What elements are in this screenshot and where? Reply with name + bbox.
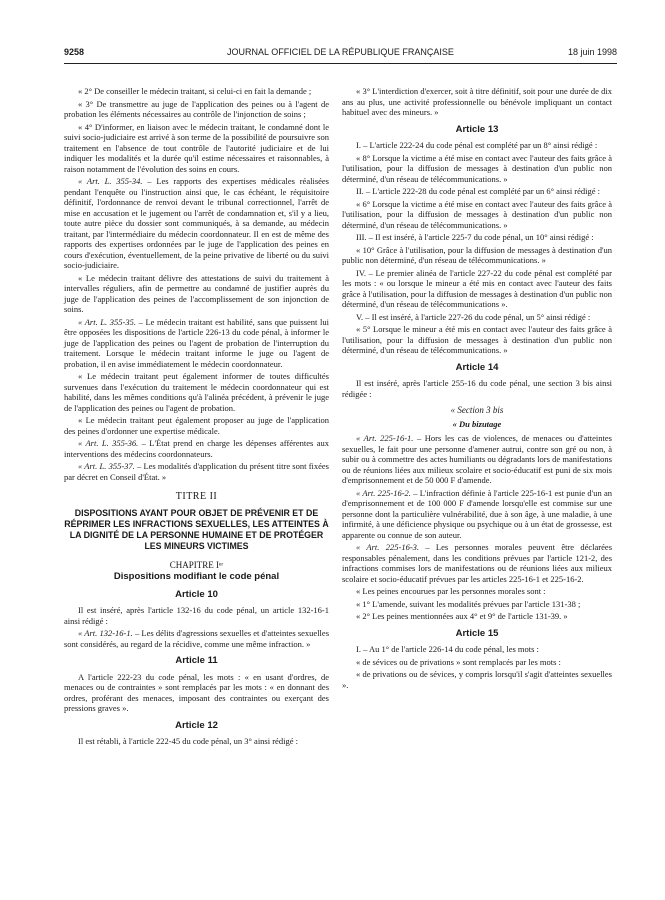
paragraph: Il est rétabli, à l'article 222-45 du code pénal, un 3° ainsi rédigé : [78,736,298,746]
paragraph: « Le médecin traitant délivre des attestations de suivi du traitement à intervalles réguliers, afin de permettre au condamné de justifier auprès du juge de l'application des peines de l'accomplissement de son injonction de soins. [64,272,329,314]
paragraph: « Art. 225-16-2. – L'infraction définie à l'article 225-16-1 est punie d'un an d'emprisonnement et de 100 000 F d'amende lorsqu'elle est commise sur une personne dont la particulière vulnérabilité, due à son âge, à une maladie, à une infirmité, à une déficience physique ou psychique ou à un état de grossesse, est apparente ou connue de son auteur. [342,487,612,540]
paragraph: Il est inséré, après l'article 255-16 du code pénal, une section 3 bis ainsi rédigée : [342,378,612,399]
paragraph: III. – Il est inséré, à l'article 225-7 du code pénal, un 10° ainsi rédigé : [356,232,594,242]
paragraph: « 2° Les peines mentionnées aux 4° et 9° de l'article 131-39. » [356,611,568,621]
paragraph: « 10° Grâce à l'utilisation, pour la diffusion de messages à destination d'un public non déterminé, d'un réseau de télécommunications. » [342,244,612,265]
paragraph: « Art. L. 355-37. – Les modalités d'application du présent titre sont fixées par décret en Conseil d'État. » [64,461,329,482]
section-subheading: « Du bizutage [452,418,502,429]
article-heading: Article 13 [455,123,499,135]
paragraph: « Art. 225-16-3. – Les personnes morales peuvent être déclarées responsables pénalement, dans les conditions prévues par l'article 121-2, des infractions commises lors de manifestations ou de réunions liées aux milieux scolaire et socio-éducatif prévues par les articles 225-16-1 et 225-16-2. [342,542,612,584]
article-heading: Article 11 [175,655,218,666]
paragraph: II. – L'article 222-28 du code pénal est complété par un 6° ainsi rédigé : [356,186,601,196]
article-heading: Article 10 [175,588,218,600]
article-heading: Article 15 [455,627,499,639]
article-ref: « Art. 225-16-2. [356,487,411,498]
paragraph: « 6° Lorsque la victime a été mise en contact avec l'auteur des faits grâce à l'utilisation, pour la diffusion de messages à destination d'un public non déterminé, d'un réseau de télécommunications. » [342,198,612,230]
paragraph: « 4° D'informer, en liaison avec le médecin traitant, le condamné dont le suivi socio-judiciaire est arrivé à son terme de la possibilité de poursuivre son traitement en l'absence de tout contrôle de l'autorité judiciaire et de lui indiquer les modalités et la durée qu'il estime nécessaires et raisonnables, à raison notamment de l'évolution des soins en cours. [64,121,329,174]
page-number: 9258 [64,47,85,57]
paragraph: « 8° Lorsque la victime a été mise en contact avec l'auteur des faits grâce à l'utilisation, pour la diffusion de messages à destination d'un public non déterminé, d'un réseau de télécommunications. » [342,152,612,184]
article-heading: Article 14 [455,361,499,373]
article-heading: Article 12 [175,719,218,731]
paragraph: « de sévices ou de privations » sont remplacés par les mots : [356,656,561,667]
paragraph: Il est inséré, après l'article 132-16 du code pénal, un article 132-16-1 ainsi rédigé : [64,605,329,626]
paragraph: « 5° Lorsque le mineur a été mis en contact avec l'auteur des faits grâce à l'utilisation, pour la diffusion de messages à destination d'un public non déterminé, d'un réseau de télécommunications. » [342,324,612,355]
paragraph: « Le médecin traitant peut également informer de toutes difficultés survenues dans l'exécution du traitement le médecin coordonnateur qui est habilité, dans les mêmes conditions qu'à l'alinéa précédent, à prévenir le juge de l'application des peines ou l'agent de probation. [64,371,329,413]
title-description: DISPOSITIONS AYANT POUR OBJET DE PRÉVENIR ET DE RÉPRIMER LES INFRACTIONS SEXUELLES, LES ATTEINTES À LA DIGNITÉ DE LA PERSONNE HUMAINE ET DE PROTÉGER LES MINEURS VICTIMES [64,507,329,551]
paragraph: « Art. L. 355-35. – Le médecin traitant est habilité, sans que puissent lui être opposées les dispositions de l'article 226-13 du code pénal, à informer le juge de l'application des peines ou l'agent de probation de l'interruption du traitement. Lorsque le médecin traitant informe le juge ou l'agent de probation, il en avise immédiatement le médecin coordonnateur. [64,316,329,369]
paragraph: A l'article 222-23 du code pénal, les mots : « en usant d'ordres, de menaces ou de contraintes » sont remplacés par les mots : « en donnant des ordres, proférant des menaces, imposant des contraintes ou exerçant des pressions graves ». [64,671,329,713]
left-column [64,86,329,749]
paragraph: « 2° De conseiller le médecin traitant, si celui-ci en fait la demande ; [78,86,312,96]
paragraph: « Art. L. 355-36. – L'État prend en charge les dépenses afférentes aux interventions des médecins coordonnateurs. [64,438,329,459]
header-rule [64,63,617,64]
article-ref: « Art. 132-16-1. [78,628,133,638]
paragraph: « Les peines encourues par les personnes morales sont : [356,586,546,596]
paragraph: « 3° L'interdiction d'exercer, soit à titre définitif, soit pour une durée de dix ans au plus, une activité professionnelle ou bénévole impliquant un contact habituel avec des mineurs. » [342,86,612,117]
paragraph: « Art. 225-16-1. – Hors les cas de violences, de menaces ou d'atteintes sexuelles, le fait pour une personne d'amener autrui, contre son gré ou non, à subir ou à commettre des actes humiliants ou dégradants lors de manifestations ou de réunions liées aux milieux scolaire et socio-éducatif est puni de six mois d'emprisonnement et de 50 000 F d'amende. [342,433,612,485]
journal-title: JOURNAL OFFICIEL DE LA RÉPUBLIQUE FRANÇAISE [227,47,454,57]
paragraph: IV. – Le premier alinéa de l'article 227-22 du code pénal est complété par les mots : « ou lorsque le mineur a été mis en contact avec l'auteur des faits grâce à l'utilisation, pour la diffusion de messages à destination d'un public non déterminé, d'un réseau de télécommunications ». [342,267,612,309]
chapter-description: Dispositions modifiant le code pénal [113,571,280,582]
article-ref: « Art. 225-16-3. [356,542,420,552]
chapter-heading: CHAPITRE Iᵉʳ [169,559,224,570]
article-ref: « Art. L. 355-36. [78,438,139,448]
section-heading: « Section 3 bis [450,405,504,415]
article-ref: « Art. 225-16-1. [356,433,414,443]
article-ref: « Art. L. 355-34. [78,176,143,186]
paragraph: « Le médecin traitant peut également proposer au juge de l'application des peines d'ordonner une expertise médicale. [64,415,329,436]
title-heading: TITRE II [175,491,218,502]
paragraph: « Art. L. 355-34. – Les rapports des expertises médicales réalisées pendant l'enquête ou l'instruction ainsi que, le cas échéant, le réquisitoire définitif, l'ordonnance de renvoi devant le tribunal correctionnel, l'arrêt de mise en accusation et le jugement ou l'arrêt de condamnation et, s'il y a lieu, toute autre pièce du dossier sont communiqués, à sa demande, au médecin traitant, par l'intermédiaire du médecin coordonnateur. Il en est de même des rapports des expertises ordonnées par le juge de l'application des peines en cours d'exécution, éventuellement, de la peine privative de liberté ou du suivi socio-judiciaire. [64,176,329,270]
paragraph: I. – Au 1° de l'article 226-14 du code pénal, les mots : [356,644,539,654]
paragraph: I. – L'article 222-24 du code pénal est complété par un 8° ainsi rédigé : [356,140,598,150]
paragraph: « 3° De transmettre au juge de l'application des peines ou à l'agent de probation les éléments nécessaires au contrôle de l'injonction de soins ; [64,98,329,119]
paragraph: « de privations ou de sévices, y compris lorsqu'il s'agit d'atteintes sexuelles ». [342,669,612,690]
paragraph: V. – Il est inséré, à l'article 227-26 du code pénal, un 5° ainsi rédigé : [356,311,591,322]
article-ref: « Art. L. 355-37. [78,461,135,471]
right-column [342,86,612,692]
article-ref: « Art. L. 355-35. [78,316,136,327]
paragraph: « Art. 132-16-1. – Les délits d'agressions sexuelles et d'atteintes sexuelles sont considérés, au regard de la récidive, comme une même infraction. » [64,628,329,649]
paragraph: « 1° L'amende, suivant les modalités prévues par l'article 131-38 ; [356,598,581,609]
running-header [64,47,617,61]
issue-date: 18 juin 1998 [567,47,617,57]
